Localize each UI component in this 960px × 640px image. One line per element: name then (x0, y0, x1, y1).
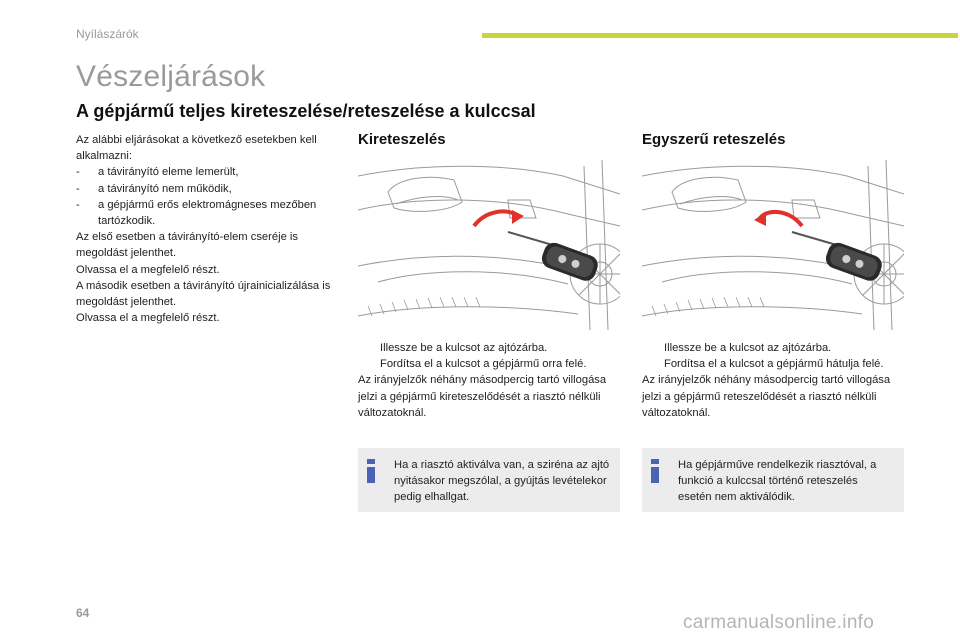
lock-step: Fordítsa el a kulcsot a gépjármű hátulja felé. (642, 356, 904, 372)
lock-info-text: Ha gépjárműve rendelkezik riasztóval, a funkció a kulccsal történő reteszelés esetén nem aktiválódik. (678, 459, 877, 504)
unlock-step: Illessze be a kulcsot az ajtózárba. (358, 340, 620, 356)
lock-note: Az irányjelzők néhány másodpercig tartó villogása jelzi a gépjármű reteszelődését a riasztó nélküli változatoknál. (642, 374, 891, 419)
intro-paragraph: Olvassa el a megfelelő részt. (76, 312, 220, 325)
intro-list-item: - a távirányító nem működik, (76, 181, 336, 197)
intro-line: Az alábbi eljárásokat a következő esetekben kell alkalmazni: (76, 134, 317, 163)
pointer-icon (358, 340, 380, 356)
header-accent-bar (482, 33, 958, 38)
intro-paragraph: Olvassa el a megfelelő részt. (76, 263, 220, 276)
dash-marker: - (76, 166, 80, 179)
page-title: Vészeljárások (76, 60, 266, 93)
dash-marker: - (76, 198, 80, 211)
watermark: carmanualsonline.info (683, 612, 875, 633)
intro-paragraph: A második esetben a távirányító újrainicializálása is megoldást jelenthet. (76, 279, 331, 309)
dash-marker: - (76, 182, 80, 195)
info-icon (651, 459, 659, 483)
lock-heading: Egyszerű reteszelés (642, 131, 786, 148)
lock-key-door-illustration (642, 156, 904, 330)
page-number: 64 (76, 606, 90, 620)
intro-list-item: - a gépjármű erős elektromágneses mezőben tartózkodik. (76, 198, 317, 228)
intro-paragraph: Az első esetben a távirányító-elem cseréje is megoldást jelenthet. (76, 231, 298, 260)
lock-info-box (642, 448, 904, 512)
unlock-heading: Kireteszelés (358, 131, 446, 148)
pointer-icon (642, 356, 664, 372)
intro-list-item: - a távirányító eleme lemerült, (76, 164, 336, 180)
lock-step: Illessze be a kulcsot az ajtózárba. (642, 340, 904, 356)
info-icon (367, 459, 375, 483)
intro-text (76, 132, 336, 326)
lock-steps (642, 340, 904, 421)
main-heading: A gépjármű teljes kireteszelése/reteszelése a kulccsal (76, 101, 536, 121)
unlock-note: Az irányjelzők néhány másodpercig tartó villogása jelzi a gépjármű kireteszelődését a riasztó nélküli változatoknál. (358, 374, 607, 419)
unlock-info-text: Ha a riasztó aktiválva van, a sziréna az ajtó nyitásakor megszólal, a gyújtás levételekor pedig elhallgat. (394, 459, 610, 504)
pointer-icon (642, 340, 664, 356)
unlock-steps (358, 340, 620, 421)
unlock-key-door-illustration (358, 156, 620, 330)
pointer-icon (358, 356, 380, 372)
unlock-step: Fordítsa el a kulcsot a gépjármű orra felé. (358, 356, 620, 372)
unlock-info-box (358, 448, 620, 512)
section-label: Nyílászárók (76, 27, 139, 41)
